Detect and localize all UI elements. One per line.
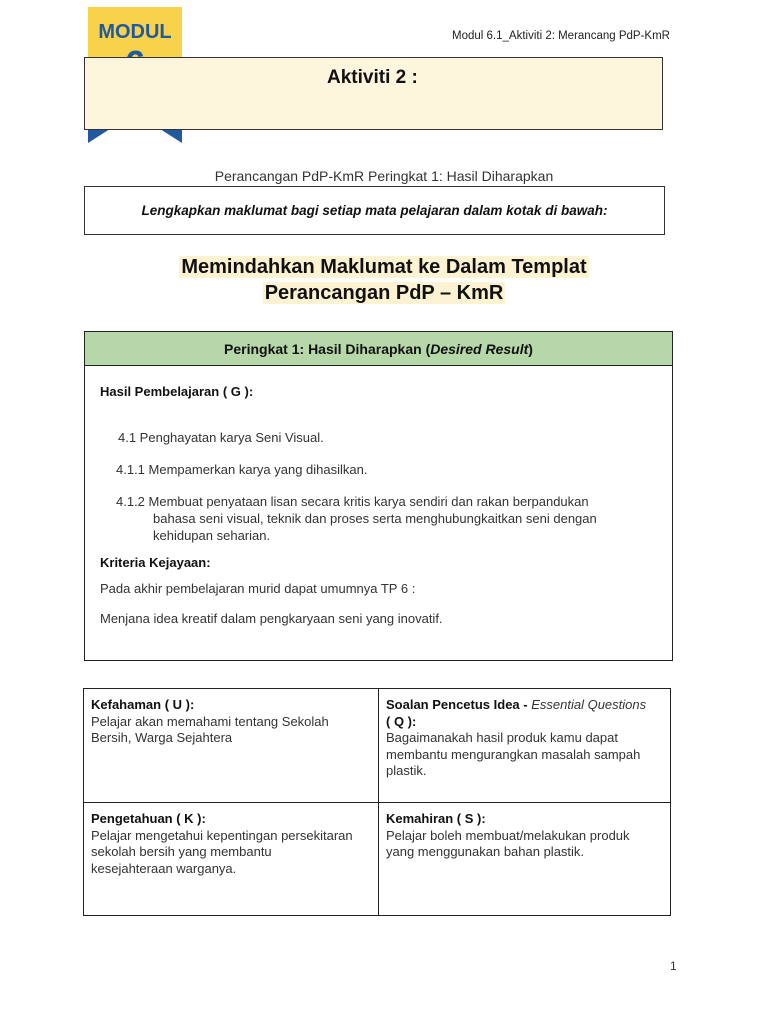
outcome-item: 4.1.2 Membuat penyataan lisan secara kritis karya sendiri dan rakan berpandukan xyxy=(116,494,589,509)
knowledge-line: Pelajar mengetahui kepentingan persekitaran xyxy=(91,827,353,843)
knowledge-cell xyxy=(84,802,378,915)
knowledge-heading: Pengetahuan ( K ): xyxy=(91,811,206,826)
instruction-text: Lengkapkan maklumat bagi setiap mata pelajaran dalam kotak di bawah: xyxy=(141,202,608,218)
header-prefix: Peringkat 1: Hasil Diharapkan ( xyxy=(224,340,431,357)
instruction-box xyxy=(84,186,665,235)
criteria-line: Menjana idea kreatif dalam pengkaryaan seni yang inovatif. xyxy=(100,611,443,626)
main-title-line1: Memindahkan Maklumat ke Dalam Templat xyxy=(181,256,587,278)
activity-title-box xyxy=(84,57,663,130)
header-suffix: ) xyxy=(528,340,533,357)
essential-questions-cell xyxy=(378,689,670,802)
outcome-item: 4.1.1 Mempamerkan karya yang dihasilkan. xyxy=(116,462,368,477)
learning-outcome-label: Hasil Pembelajaran ( G ): xyxy=(100,384,254,399)
main-title-line2: Perancangan PdP – KmR xyxy=(264,282,504,304)
desired-result-box xyxy=(84,331,673,661)
knowledge-line: kesejahteraan warganya. xyxy=(91,860,237,876)
criteria-line: Pada akhir pembelajaran murid dapat umumnya TP 6 : xyxy=(100,581,416,596)
essential-questions-line: membantu mengurangkan masalah sampah xyxy=(386,746,641,762)
document-reference: Modul 6.1_Aktiviti 2: Merancang PdP-KmR xyxy=(452,30,670,42)
understanding-grid xyxy=(83,688,671,916)
eq-heading-italic: Essential Questions xyxy=(531,697,647,712)
page-number: 1 xyxy=(670,959,677,973)
badge-word: MODUL xyxy=(98,21,172,43)
understanding-heading: Kefahaman ( U ): xyxy=(91,697,195,712)
essential-questions-line: plastik. xyxy=(386,763,427,778)
outcome-item: bahasa seni visual, teknik dan proses serta menghubungkaitkan seni dengan xyxy=(153,511,597,526)
main-title xyxy=(0,254,768,306)
essential-questions-heading xyxy=(386,697,663,714)
outcome-item: kehidupan seharian. xyxy=(153,528,271,543)
understanding-line: Bersih, Warga Sejahtera xyxy=(91,730,233,745)
eq-heading-text: Soalan Pencetus Idea - xyxy=(386,697,532,712)
activity-title: Aktiviti 2 : xyxy=(327,67,418,88)
skills-heading: Kemahiran ( S ): xyxy=(386,811,486,826)
knowledge-line: sekolah bersih yang membantu xyxy=(91,844,272,859)
subheading: Perancangan PdP-KmR Peringkat 1: Hasil Diharapkan xyxy=(214,168,554,184)
header-italic: Desired Result xyxy=(430,340,529,357)
understanding-line: Pelajar akan memahami tentang Sekolah xyxy=(91,713,329,729)
desired-result-header xyxy=(85,332,672,366)
outcome-item: 4.1 Penghayatan karya Seni Visual. xyxy=(118,430,324,445)
understanding-cell xyxy=(84,689,378,802)
eq-heading-line2: ( Q ): xyxy=(386,713,417,729)
skills-line: yang menggunakan bahan plastik. xyxy=(386,844,585,859)
criteria-label: Kriteria Kejayaan: xyxy=(100,555,211,570)
skills-cell xyxy=(378,802,670,915)
skills-line: Pelajar boleh membuat/melakukan produk xyxy=(386,827,630,843)
essential-questions-line: Bagaimanakah hasil produk kamu dapat xyxy=(386,730,618,745)
